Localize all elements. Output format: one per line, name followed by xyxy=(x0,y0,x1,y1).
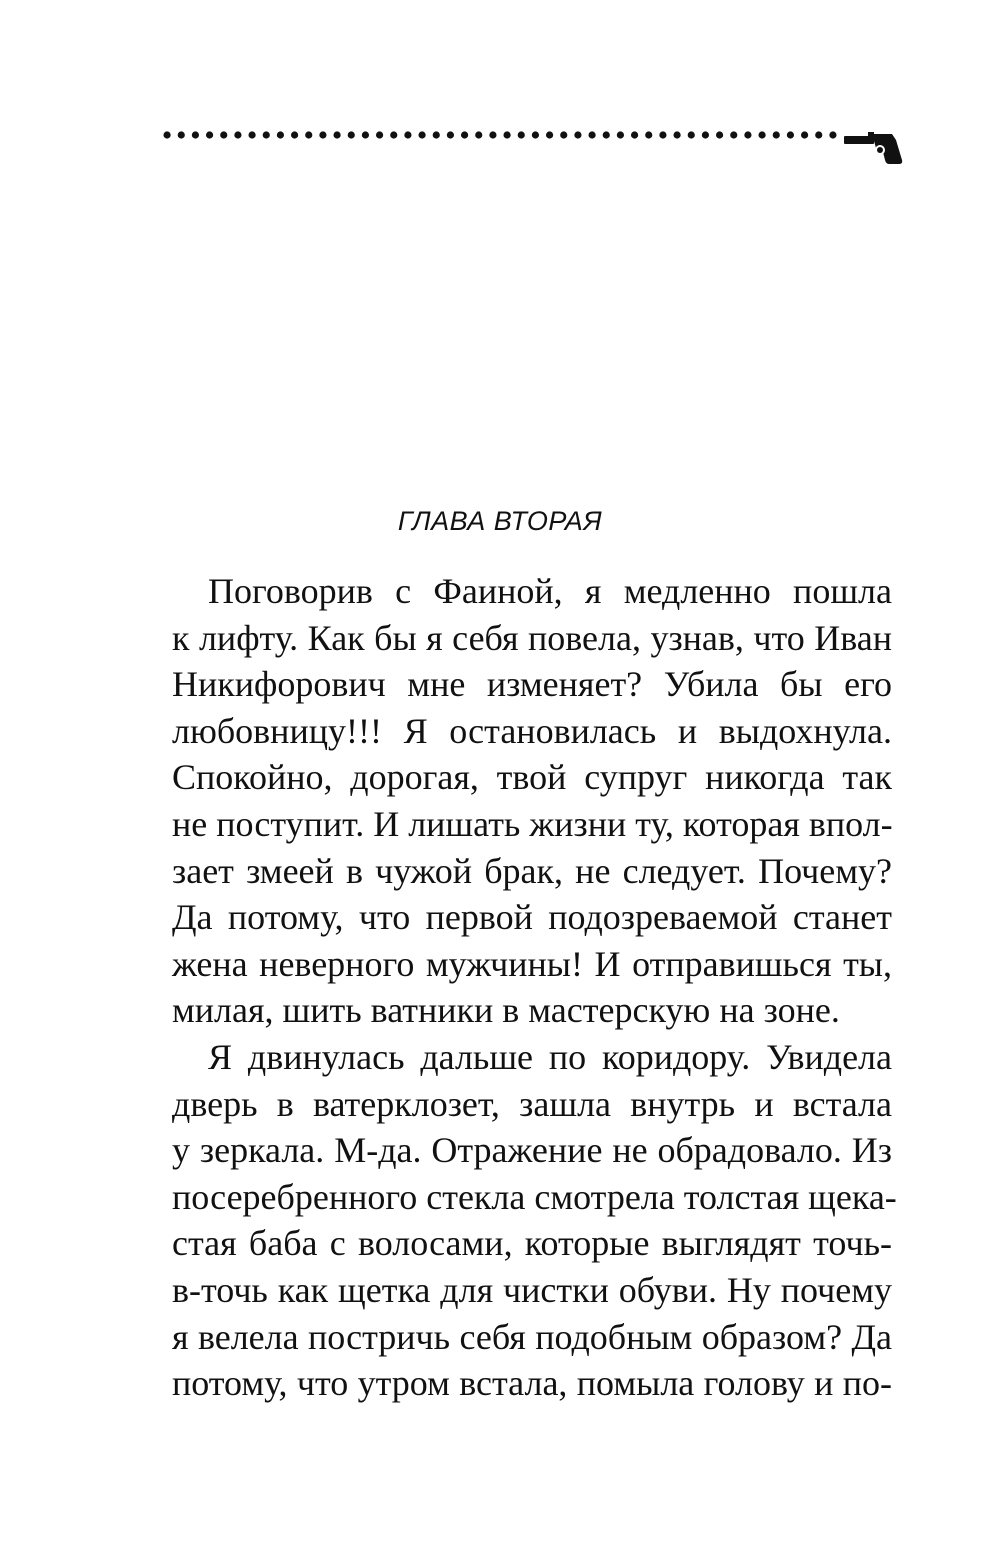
text-line: к лифту. Как бы я себя повела, узнав, что Иван xyxy=(172,617,892,658)
rule-dot xyxy=(815,131,822,138)
rule-dot xyxy=(319,131,326,138)
rule-dot xyxy=(532,131,539,138)
rule-dot xyxy=(503,131,510,138)
rule-dot xyxy=(758,131,765,138)
rule-dot xyxy=(631,131,638,138)
rule-dot xyxy=(234,131,241,138)
rule-dot xyxy=(418,131,425,138)
rule-dot xyxy=(744,131,751,138)
body-text xyxy=(172,568,897,1407)
rule-dot xyxy=(673,131,680,138)
text-line: не поступит. И лишать жизни ту, которая впол- xyxy=(172,803,893,844)
text-line: Поговорив с Фаиной, я медленно пошла xyxy=(208,571,892,611)
rule-dot xyxy=(263,131,270,138)
rule-dot xyxy=(560,131,567,138)
rule-dot xyxy=(376,131,383,138)
rule-dot xyxy=(192,131,199,138)
rule-dot xyxy=(546,131,553,138)
text-line: стая баба с волосами, которые выглядят точь- xyxy=(172,1223,892,1264)
rule-dot xyxy=(730,131,737,138)
rule-dot xyxy=(617,131,624,138)
rule-dot xyxy=(404,131,411,138)
rule-dot xyxy=(220,131,227,138)
rule-dot xyxy=(659,131,666,138)
text-line: посеребренного стекла смотрела толстая щека- xyxy=(172,1176,897,1217)
text-line: милая, шить ватники в мастерскую на зоне. xyxy=(172,990,840,1031)
text-line: я велела постричь себя подобным образом? Да xyxy=(172,1316,892,1357)
rule-dot xyxy=(461,131,468,138)
rule-dot xyxy=(787,131,794,138)
rule-dot xyxy=(773,131,780,138)
rule-dot xyxy=(801,131,808,138)
rule-dot xyxy=(277,131,284,138)
text-line: Никифорович мне изменяет? Убила бы его xyxy=(172,664,892,705)
text-line: Спокойно, дорогая, твой супруг никогда так xyxy=(172,757,892,798)
rule-dot xyxy=(291,131,298,138)
rule-dot xyxy=(688,131,695,138)
text-line: потому, что утром встала, помыла голову и по- xyxy=(172,1363,892,1404)
text-line: жена неверного мужчины! И отправишься ты, xyxy=(172,943,892,984)
revolver-icon xyxy=(842,126,904,166)
paragraph xyxy=(172,1034,897,1407)
rule-dot xyxy=(603,131,610,138)
rule-dot xyxy=(206,131,213,138)
rule-dot xyxy=(716,131,723,138)
chapter-title: ГЛАВА ВТОРАЯ xyxy=(397,506,603,536)
rule-dot xyxy=(333,131,340,138)
rule-dot xyxy=(447,131,454,138)
text-line: любовницу!!! Я остановилась и выдохнула. xyxy=(172,710,892,751)
rule-dot xyxy=(362,131,369,138)
rule-dot xyxy=(588,131,595,138)
rule-dot xyxy=(645,131,652,138)
rule-dot xyxy=(829,131,836,138)
paragraph xyxy=(172,568,892,1034)
rule-dot xyxy=(433,131,440,138)
text-line: у зеркала. М-да. Отражение не обрадовало. Из xyxy=(172,1130,892,1171)
rule-dot xyxy=(178,131,185,138)
text-line: в-точь как щетка для чистки обуви. Ну почему xyxy=(172,1269,892,1310)
rule-dot xyxy=(248,131,255,138)
text-line: Я двинулась дальше по коридору. Увидела xyxy=(208,1036,892,1077)
rule-dot xyxy=(163,131,170,138)
rule-dot xyxy=(574,131,581,138)
rule-dot xyxy=(518,131,525,138)
rule-dot xyxy=(489,131,496,138)
rule-dot xyxy=(475,131,482,138)
rule-dot xyxy=(305,131,312,138)
dotted-rule xyxy=(160,120,840,150)
text-line: зает змеей в чужой брак, не следует. Почему? xyxy=(172,850,892,891)
text-line: Да потому, что первой подозреваемой станет xyxy=(172,897,892,938)
rule-dot xyxy=(348,131,355,138)
rule-dot xyxy=(390,131,397,138)
text-line: дверь в ватерклозет, зашла внутрь и встала xyxy=(172,1083,892,1124)
rule-dot xyxy=(702,131,709,138)
